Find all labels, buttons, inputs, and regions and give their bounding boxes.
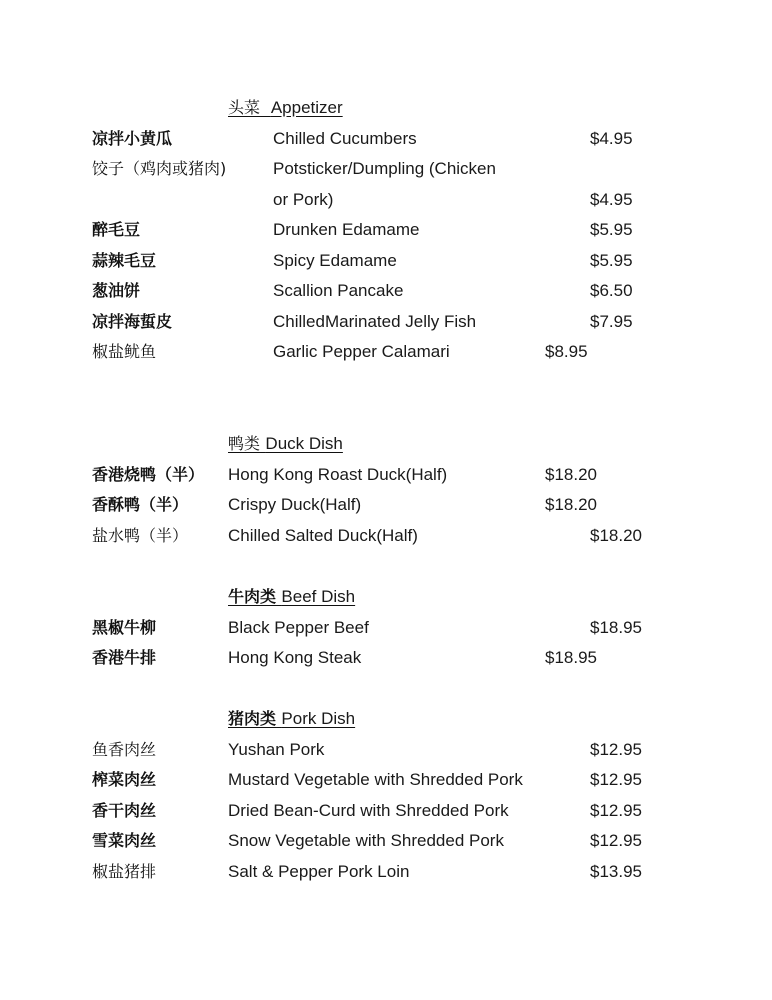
pork-item-3-cn: 香干肉丝 bbox=[92, 801, 157, 820]
appetizer-item-1-en: Chilled Cucumbers bbox=[273, 129, 417, 148]
appetizer-item-7-cn: 椒盐鱿鱼 bbox=[92, 342, 157, 361]
appetizer-item-4-cn: 蒜辣毛豆 bbox=[92, 251, 157, 270]
pork-item-5-cn: 椒盐猪排 bbox=[92, 862, 157, 881]
appetizer-item-2-cn: 饺子（鸡肉或猪肉) bbox=[92, 159, 227, 178]
beef-item-1-cn: 黑椒牛柳 bbox=[92, 618, 157, 637]
appetizer-item-5-price: $6.50 bbox=[590, 281, 633, 300]
pork-heading bbox=[228, 708, 355, 730]
duck-item-3-en: Chilled Salted Duck(Half) bbox=[228, 526, 418, 545]
pork-item-5-en: Salt & Pepper Pork Loin bbox=[228, 862, 410, 881]
appetizer-item-4-en: Spicy Edamame bbox=[273, 251, 397, 270]
appetizer-item-7-en: Garlic Pepper Calamari bbox=[273, 342, 450, 361]
duck-item-3-cn: 盐水鸭（半） bbox=[92, 526, 189, 545]
pork-item-4-cn: 雪菜肉丝 bbox=[92, 831, 157, 850]
beef-item-2-en: Hong Kong Steak bbox=[228, 648, 362, 667]
beef-item-1-price: $18.95 bbox=[590, 618, 642, 637]
appetizer-heading-cn: 头菜 bbox=[228, 98, 261, 117]
beef-heading-en: Beef Dish bbox=[281, 587, 356, 606]
duck-item-2-cn: 香酥鸭（半） bbox=[92, 495, 189, 514]
duck-heading-en: Duck Dish bbox=[265, 434, 343, 453]
pork-heading-cn: 猪肉类 bbox=[228, 709, 277, 728]
beef-heading-cn: 牛肉类 bbox=[228, 587, 277, 606]
duck-item-2-price: $18.20 bbox=[545, 495, 597, 514]
duck-item-1-price: $18.20 bbox=[545, 465, 597, 484]
appetizer-item-7-price: $8.95 bbox=[545, 342, 588, 361]
pork-heading-en: Pork Dish bbox=[281, 709, 356, 728]
appetizer-item-3-en: Drunken Edamame bbox=[273, 220, 420, 239]
duck-heading bbox=[228, 433, 343, 455]
pork-item-1-en: Yushan Pork bbox=[228, 740, 325, 759]
appetizer-item-1-cn: 凉拌小黄瓜 bbox=[92, 129, 173, 148]
duck-item-2-en: Crispy Duck(Half) bbox=[228, 495, 362, 514]
pork-item-2-en: Mustard Vegetable with Shredded Pork bbox=[228, 770, 523, 789]
appetizer-item-6-en: ChilledMarinated Jelly Fish bbox=[273, 312, 477, 331]
appetizer-item-1-price: $4.95 bbox=[590, 129, 633, 148]
beef-item-1-en: Black Pepper Beef bbox=[228, 618, 369, 637]
pork-item-2-cn: 榨菜肉丝 bbox=[92, 770, 157, 789]
beef-heading bbox=[228, 586, 355, 608]
appetizer-item-6-price: $7.95 bbox=[590, 312, 633, 331]
beef-item-2-price: $18.95 bbox=[545, 648, 597, 667]
appetizer-heading bbox=[228, 97, 343, 119]
appetizer-item-4-price: $5.95 bbox=[590, 251, 633, 270]
appetizer-item-3-cn: 醉毛豆 bbox=[92, 220, 141, 239]
appetizer-item-2-price: $4.95 bbox=[590, 190, 633, 209]
duck-heading-cn: 鸭类 bbox=[228, 434, 261, 453]
pork-item-3-en: Dried Bean-Curd with Shredded Pork bbox=[228, 801, 509, 820]
pork-item-4-en: Snow Vegetable with Shredded Pork bbox=[228, 831, 504, 850]
pork-item-1-price: $12.95 bbox=[590, 740, 642, 759]
duck-item-1-en: Hong Kong Roast Duck(Half) bbox=[228, 465, 448, 484]
appetizer-item-6-cn: 凉拌海蜇皮 bbox=[92, 312, 173, 331]
appetizer-item-2-en-cont: or Pork) bbox=[273, 190, 334, 209]
pork-item-3-price: $12.95 bbox=[590, 801, 642, 820]
pork-item-5-price: $13.95 bbox=[590, 862, 642, 881]
appetizer-heading-en: Appetizer bbox=[270, 98, 343, 117]
pork-item-2-price: $12.95 bbox=[590, 770, 642, 789]
pork-item-4-price: $12.95 bbox=[590, 831, 642, 850]
duck-item-3-price: $18.20 bbox=[590, 526, 642, 545]
duck-item-1-cn: 香港烧鸭（半） bbox=[92, 465, 205, 484]
appetizer-item-2-en: Potsticker/Dumpling (Chicken bbox=[273, 159, 496, 178]
pork-item-1-cn: 鱼香肉丝 bbox=[92, 740, 157, 759]
appetizer-item-5-cn: 葱油饼 bbox=[92, 281, 141, 300]
appetizer-item-3-price: $5.95 bbox=[590, 220, 633, 239]
beef-item-2-cn: 香港牛排 bbox=[92, 648, 157, 667]
appetizer-item-5-en: Scallion Pancake bbox=[273, 281, 404, 300]
